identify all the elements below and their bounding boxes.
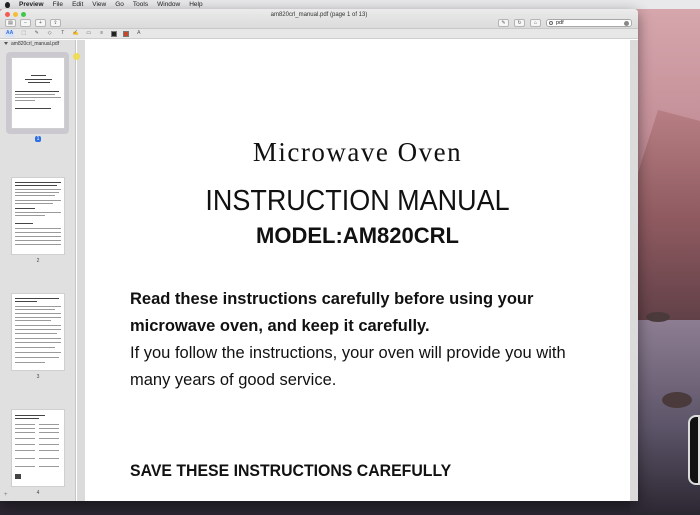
share-button[interactable]: ⇪	[50, 19, 61, 27]
clear-search-icon[interactable]	[624, 21, 629, 26]
page-number: 4	[36, 490, 40, 496]
search-icon	[549, 21, 553, 25]
note-tool[interactable]: ▭	[86, 30, 92, 36]
markup-toolbar	[0, 29, 638, 39]
doc-model: MODEL:AM820CRL	[256, 223, 459, 248]
thumbnail-sidebar	[0, 40, 76, 501]
window-title: am820crl_manual.pdf (page 1 of 13)	[270, 12, 368, 18]
thumbnail-image	[11, 409, 65, 487]
pdf-page[interactable]	[85, 40, 630, 501]
menu-edit[interactable]: Edit	[72, 1, 84, 8]
apple-menu-icon[interactable]	[5, 2, 10, 8]
menu-bar	[0, 0, 700, 9]
menu-app-name[interactable]: Preview	[19, 1, 44, 8]
doc-normal-line-2: many years of good service.	[130, 371, 337, 389]
dock-edge[interactable]	[688, 415, 700, 485]
menu-help[interactable]: Help	[189, 1, 203, 8]
doc-title-serif: Microwave Oven	[252, 137, 463, 167]
thumbnail-image	[11, 177, 65, 255]
doc-title-manual: INSTRUCTION MANUAL	[205, 185, 510, 217]
doc-bold-line-2: microwave oven, and keep it carefully.	[130, 317, 430, 335]
text-tool[interactable]: T	[61, 30, 65, 36]
page-number: 2	[36, 258, 40, 264]
rotate-button[interactable]: ↻	[514, 19, 525, 27]
menu-tools[interactable]: Tools	[132, 1, 149, 8]
text-style-tool[interactable]: A	[137, 30, 141, 36]
disclosure-triangle-icon[interactable]	[4, 42, 8, 45]
preview-window	[0, 9, 638, 501]
doc-normal-line-1: If you follow the instructions, your oven will provide you with	[130, 344, 566, 362]
doc-bold-line-1: Read these instructions carefully before using your	[130, 290, 534, 308]
zoom-in-button[interactable]: +	[35, 19, 46, 27]
sign-tool[interactable]: ✍	[72, 30, 79, 36]
document-view[interactable]	[77, 40, 638, 501]
add-page-icon[interactable]: +	[4, 492, 8, 498]
menu-file[interactable]: File	[52, 1, 64, 8]
page-number: 3	[36, 374, 40, 380]
sidebar-filename: am820crl_manual.pdf	[11, 41, 60, 47]
fill-color-swatch[interactable]	[123, 31, 129, 37]
sketch-tool[interactable]: ✎	[34, 30, 39, 36]
zoom-out-button[interactable]: −	[20, 19, 31, 27]
page-number: 1	[36, 136, 40, 142]
doc-save-instructions: SAVE THESE INSTRUCTIONS CAREFULLY	[130, 462, 452, 480]
thumbnail-image	[11, 57, 65, 129]
edit-toolbar-button[interactable]: ⌂	[530, 19, 541, 27]
shapes-tool[interactable]: ◇	[47, 30, 52, 36]
search-field[interactable]	[546, 19, 632, 27]
wallpaper-rock	[646, 312, 670, 322]
toolbar-left	[5, 19, 61, 27]
sidebar-file-header[interactable]	[0, 40, 75, 49]
toolbar-right	[498, 19, 632, 27]
wallpaper-mountain	[630, 110, 700, 330]
sidebar-resize-handle[interactable]	[73, 53, 80, 60]
menu-go[interactable]: Go	[115, 1, 124, 8]
sidebar-toggle-button[interactable]: ▤	[5, 19, 16, 27]
markup-button[interactable]: ✎	[498, 19, 509, 27]
doc-intro-text	[130, 286, 610, 394]
wallpaper-rock	[662, 392, 692, 408]
title-bar[interactable]	[0, 9, 638, 29]
text-selection-tool[interactable]: AA	[6, 30, 14, 36]
menu-window[interactable]: Window	[157, 1, 181, 8]
thumbnail-image	[11, 293, 65, 371]
menu-view[interactable]: View	[92, 1, 107, 8]
border-color-swatch[interactable]	[111, 31, 117, 37]
search-value: pdf	[556, 20, 564, 26]
line-style-tool[interactable]: ≡	[100, 30, 104, 36]
rect-selection-tool[interactable]: ⬚	[21, 30, 27, 36]
